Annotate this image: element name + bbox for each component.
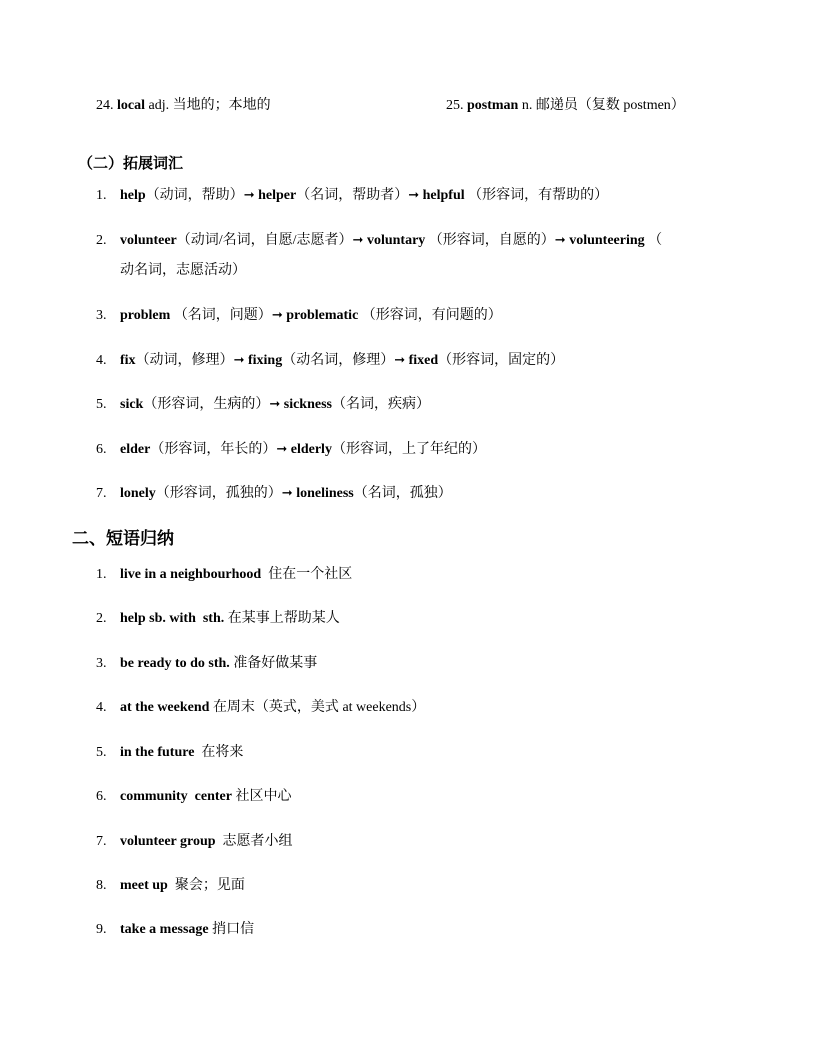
phrase: meet up bbox=[120, 878, 168, 893]
phrase-meaning: 捎口信 bbox=[212, 922, 255, 937]
item-number: 25. bbox=[446, 98, 464, 113]
extended-item-2-continuation: 动名词，志愿活动） bbox=[120, 263, 246, 278]
item-number: 2. bbox=[96, 233, 107, 248]
word: helpful bbox=[422, 188, 465, 203]
word-note: （名词，帮助者） bbox=[296, 188, 409, 203]
item-number: 7. bbox=[96, 486, 107, 501]
word-note: （形容词，年长的） bbox=[150, 442, 277, 457]
phrase-meaning: 聚会；见面 bbox=[174, 878, 245, 893]
word: volunteering bbox=[569, 233, 645, 248]
word-note: （形容词，有问题的） bbox=[361, 308, 502, 323]
phrase-item-8 bbox=[96, 877, 245, 895]
word: volunteer bbox=[120, 233, 177, 248]
phrase-meaning: 准备好做某事 bbox=[233, 656, 318, 671]
phrase-meaning: 住在一个社区 bbox=[268, 567, 353, 582]
item-number: 4. bbox=[96, 700, 107, 715]
phrase-meaning: 在周末（英式，美式 bbox=[212, 700, 339, 715]
arrow-icon: ➞ bbox=[269, 397, 281, 412]
phrase-item-2 bbox=[96, 610, 340, 628]
phrase-item-9 bbox=[96, 921, 254, 939]
item-number: 2. bbox=[96, 611, 107, 626]
vocab-pos: n. bbox=[521, 98, 533, 113]
arrow-icon: ➞ bbox=[233, 353, 245, 368]
extended-item-6 bbox=[96, 441, 486, 459]
phrase: help sb. with sth. bbox=[120, 611, 225, 626]
item-number: 8. bbox=[96, 878, 107, 893]
phrase-item-1 bbox=[96, 566, 352, 584]
extended-item-5 bbox=[96, 396, 430, 414]
vocab-term: postman bbox=[467, 98, 519, 113]
word-note: （动词，帮助） bbox=[145, 188, 244, 203]
word-note: （动词/名词，自愿/志愿者） bbox=[176, 233, 353, 248]
word: fixed bbox=[408, 353, 439, 368]
vocab-meaning: 邮递员（复数 postmen） bbox=[535, 98, 685, 113]
item-number: 3. bbox=[96, 656, 107, 671]
arrow-icon: ➞ bbox=[243, 188, 255, 203]
extended-item-2 bbox=[96, 232, 662, 250]
phrase: be ready to do sth. bbox=[120, 656, 230, 671]
word-note: （形容词，固定的） bbox=[438, 353, 565, 368]
vocab-item-25 bbox=[446, 97, 685, 115]
word: elder bbox=[120, 442, 151, 457]
item-number: 7. bbox=[96, 834, 107, 849]
arrow-icon: ➞ bbox=[394, 353, 406, 368]
extended-item-4 bbox=[96, 352, 564, 370]
item-number: 5. bbox=[96, 397, 107, 412]
word: help bbox=[120, 188, 146, 203]
item-number: 5. bbox=[96, 745, 107, 760]
word: helper bbox=[258, 188, 297, 203]
extended-item-1 bbox=[96, 187, 608, 205]
item-number: 6. bbox=[96, 789, 107, 804]
phrase-item-5 bbox=[96, 744, 243, 762]
word-note: （名词，疾病） bbox=[331, 397, 430, 412]
word-note: （动名词，修理） bbox=[282, 353, 395, 368]
word: lonely bbox=[120, 486, 156, 501]
phrase: in the future bbox=[120, 745, 195, 760]
word-note: （形容词，自愿的） bbox=[428, 233, 555, 248]
item-number: 24. bbox=[96, 98, 114, 113]
word-note: （形容词，生病的） bbox=[143, 397, 270, 412]
section-heading-extended-vocab: （二）拓展词汇 bbox=[78, 154, 184, 172]
word-note: （ bbox=[648, 233, 663, 248]
item-number: 9. bbox=[96, 922, 107, 937]
vocab-item-24 bbox=[96, 97, 271, 115]
vocab-meaning: 当地的；本地的 bbox=[172, 98, 271, 113]
word: voluntary bbox=[366, 233, 426, 248]
item-number: 1. bbox=[96, 567, 107, 582]
word: problem bbox=[120, 308, 171, 323]
item-number: 1. bbox=[96, 188, 107, 203]
arrow-icon: ➞ bbox=[554, 233, 566, 248]
phrase-item-6 bbox=[96, 788, 291, 806]
arrow-icon: ➞ bbox=[408, 188, 420, 203]
word: elderly bbox=[290, 442, 332, 457]
word-note: （名词，孤独） bbox=[353, 486, 452, 501]
word-note: （动词，修理） bbox=[135, 353, 234, 368]
phrase-extra: at weekends） bbox=[342, 700, 426, 715]
phrase: volunteer group bbox=[120, 834, 216, 849]
word-note: （形容词，孤独的） bbox=[155, 486, 282, 501]
arrow-icon: ➞ bbox=[276, 442, 288, 457]
item-number: 4. bbox=[96, 353, 107, 368]
phrase-meaning: 社区中心 bbox=[235, 789, 292, 804]
section-heading-phrases: 二、短语归纳 bbox=[72, 529, 174, 549]
word-note: （形容词，上了年纪的） bbox=[331, 442, 486, 457]
word-note: （名词，问题） bbox=[173, 308, 272, 323]
word: fix bbox=[120, 353, 136, 368]
phrase: at the weekend bbox=[120, 700, 210, 715]
arrow-icon: ➞ bbox=[352, 233, 364, 248]
phrase: live in a neighbourhood bbox=[120, 567, 262, 582]
word: problematic bbox=[286, 308, 359, 323]
phrase: take a message bbox=[120, 922, 209, 937]
item-number: 3. bbox=[96, 308, 107, 323]
item-number: 6. bbox=[96, 442, 107, 457]
word: loneliness bbox=[296, 486, 354, 501]
word: fixing bbox=[247, 353, 283, 368]
phrase-meaning: 志愿者小组 bbox=[222, 834, 293, 849]
vocab-term: local bbox=[117, 98, 145, 113]
phrase-item-4 bbox=[96, 699, 425, 717]
vocab-pos: adj. bbox=[148, 98, 170, 113]
phrase-item-3 bbox=[96, 655, 317, 673]
phrase-item-7 bbox=[96, 833, 293, 851]
arrow-icon: ➞ bbox=[271, 308, 283, 323]
word: sickness bbox=[283, 397, 332, 412]
arrow-icon: ➞ bbox=[281, 486, 293, 501]
word: sick bbox=[120, 397, 144, 412]
phrase-meaning: 在将来 bbox=[201, 745, 244, 760]
phrase: community center bbox=[120, 789, 232, 804]
phrase-meaning: 在某事上帮助某人 bbox=[227, 611, 340, 626]
word-note: （形容词，有帮助的） bbox=[468, 188, 609, 203]
extended-item-7 bbox=[96, 485, 452, 503]
extended-item-3 bbox=[96, 307, 502, 325]
